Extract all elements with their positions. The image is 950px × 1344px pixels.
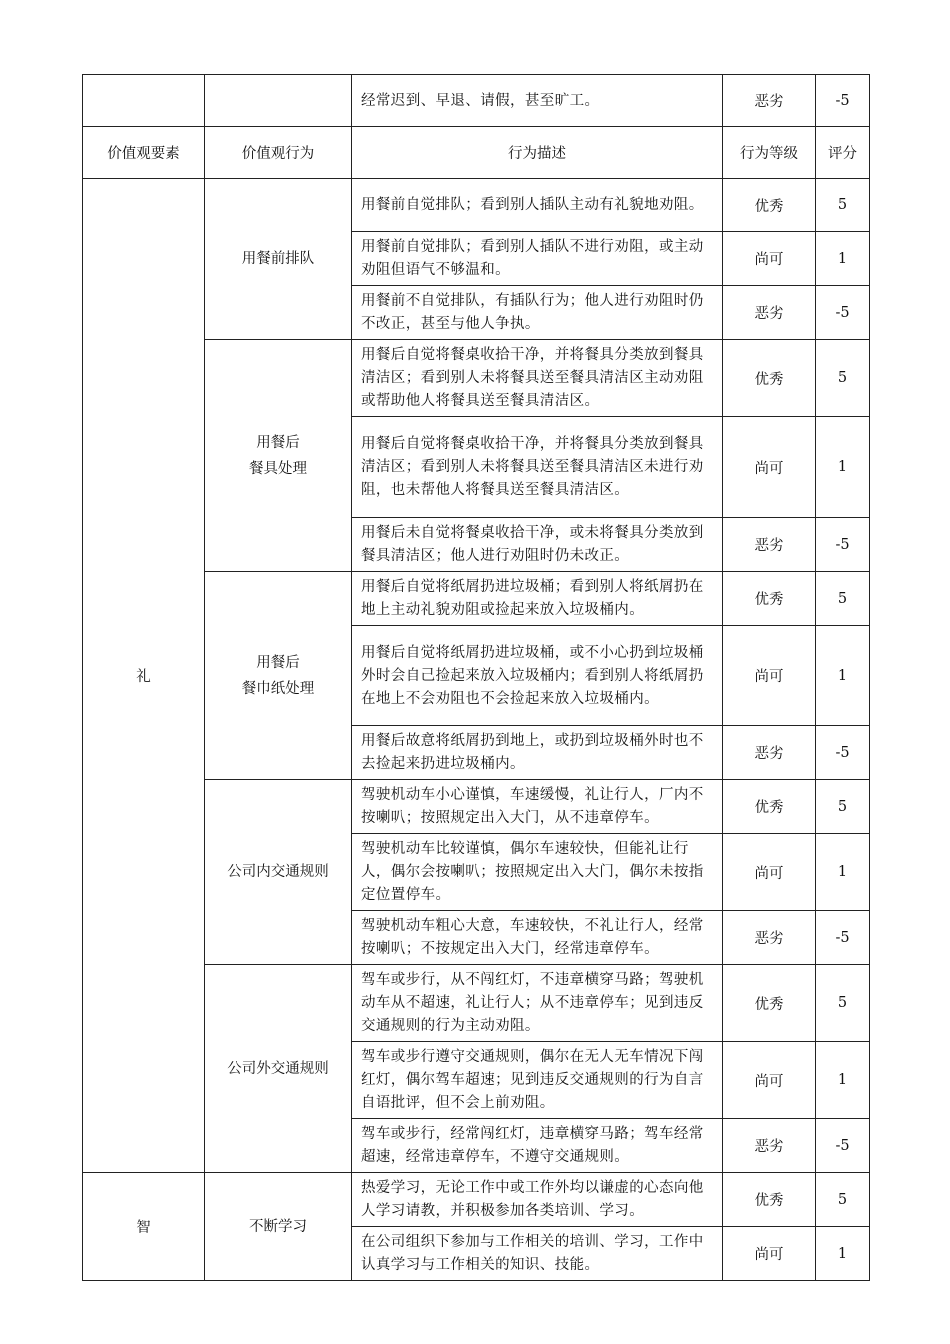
level-cell: 尚可 — [723, 834, 816, 911]
header-level: 行为等级 — [723, 127, 816, 179]
score-cell: -5 — [816, 518, 870, 572]
continuation-row — [83, 75, 870, 127]
level-cell: 优秀 — [723, 572, 816, 626]
description-cell: 用餐后自觉将餐桌收拾干净，并将餐具分类放到餐具清洁区；看到别人未将餐具送至餐具清洁区主动劝阻或帮助他人将餐具送至餐具清洁区。 — [352, 340, 723, 417]
description-cell: 驾驶机动车小心谨慎，车速缓慢，礼让行人，厂内不按喇叭；按照规定出入大门，从不违章停车。 — [352, 780, 723, 834]
level-cell: 恶劣 — [723, 726, 816, 780]
description-cell: 热爱学习，无论工作中或工作外均以谦虚的心态向他人学习请教，并积极参加各类培训、学习。 — [352, 1173, 723, 1227]
score-cell: -5 — [816, 1119, 870, 1173]
description-cell: 在公司组织下参加与工作相关的培训、学习，工作中认真学习与工作相关的知识、技能。 — [352, 1227, 723, 1281]
table-row — [83, 179, 870, 232]
level-cell: 恶劣 — [723, 1119, 816, 1173]
table-row — [83, 1173, 870, 1227]
score-cell: 1 — [816, 1042, 870, 1119]
score-cell: -5 — [816, 286, 870, 340]
value-element-zhi: 智 — [83, 1173, 205, 1281]
header-element: 价值观要素 — [83, 127, 205, 179]
behavior-queue: 用餐前排队 — [205, 179, 352, 340]
description-cell: 驾驶机动车粗心大意，车速较快，不礼让行人，经常按喇叭；不按规定出入大门，经常违章停车。 — [352, 911, 723, 965]
header-description: 行为描述 — [352, 127, 723, 179]
level-cell: 恶劣 — [723, 518, 816, 572]
level-cell: 恶劣 — [723, 911, 816, 965]
description-cell: 驾车或步行，从不闯红灯，不违章横穿马路；驾驶机动车从不超速，礼让行人；从不违章停车；见到违反交通规则的行为主动劝阻。 — [352, 965, 723, 1042]
level-cell: 优秀 — [723, 965, 816, 1042]
behavior-continuous-learning: 不断学习 — [205, 1173, 352, 1281]
description-cell: 用餐后自觉将餐桌收拾干净，并将餐具分类放到餐具清洁区；看到别人未将餐具送至餐具清洁区未进行劝阻，也未帮他人将餐具送至餐具清洁区。 — [352, 417, 723, 518]
level-cell: 尚可 — [723, 1042, 816, 1119]
level-cell: 优秀 — [723, 179, 816, 232]
value-evaluation-table — [82, 74, 870, 1281]
score-cell: 5 — [816, 965, 870, 1042]
level-cell: 尚可 — [723, 626, 816, 726]
score-cell: -5 — [816, 726, 870, 780]
description-cell: 用餐前不自觉排队，有插队行为；他人进行劝阻时仍不改正，甚至与他人争执。 — [352, 286, 723, 340]
description-cell: 用餐后自觉将纸屑扔进垃圾桶；看到别人将纸屑扔在地上主动礼貌劝阻或捡起来放入垃圾桶内。 — [352, 572, 723, 626]
level-cell: 尚可 — [723, 1227, 816, 1281]
value-element-li: 礼 — [83, 179, 205, 1173]
score-cell: 1 — [816, 232, 870, 286]
level-cell: 恶劣 — [723, 286, 816, 340]
behavior-external-traffic: 公司外交通规则 — [205, 965, 352, 1173]
score-cell: 1 — [816, 1227, 870, 1281]
score-cell: 5 — [816, 1173, 870, 1227]
description-cell: 用餐前自觉排队；看到别人插队不进行劝阻，或主动劝阻但语气不够温和。 — [352, 232, 723, 286]
description-cell: 用餐后故意将纸屑扔到地上，或扔到垃圾桶外时也不去捡起来扔进垃圾桶内。 — [352, 726, 723, 780]
score-cell: 5 — [816, 572, 870, 626]
description-cell: 用餐后未自觉将餐桌收拾干净，或未将餐具分类放到餐具清洁区；他人进行劝阻时仍未改正。 — [352, 518, 723, 572]
behavior-cell — [205, 75, 352, 127]
description-cell: 驾车或步行，经常闯红灯，违章横穿马路；驾车经常超速，经常违章停车，不遵守交通规则。 — [352, 1119, 723, 1173]
behavior-napkin: 用餐后 餐巾纸处理 — [205, 572, 352, 780]
level-cell: 尚可 — [723, 232, 816, 286]
level-cell: 优秀 — [723, 340, 816, 417]
score-cell: -5 — [816, 75, 870, 127]
description-cell: 经常迟到、早退、请假，甚至旷工。 — [352, 75, 723, 127]
level-cell: 优秀 — [723, 1173, 816, 1227]
description-cell: 驾驶机动车比较谨慎，偶尔车速较快，但能礼让行人，偶尔会按喇叭；按照规定出入大门，偶尔未按指定位置停车。 — [352, 834, 723, 911]
score-cell: 5 — [816, 780, 870, 834]
score-cell: 1 — [816, 834, 870, 911]
score-cell: -5 — [816, 911, 870, 965]
behavior-internal-traffic: 公司内交通规则 — [205, 780, 352, 965]
element-cell — [83, 75, 205, 127]
score-cell: 1 — [816, 626, 870, 726]
behavior-tableware: 用餐后 餐具处理 — [205, 340, 352, 572]
score-cell: 5 — [816, 179, 870, 232]
score-cell: 1 — [816, 417, 870, 518]
description-cell: 驾车或步行遵守交通规则，偶尔在无人无车情况下闯红灯，偶尔驾车超速；见到违反交通规则的行为自言自语批评，但不会上前劝阻。 — [352, 1042, 723, 1119]
description-cell: 用餐后自觉将纸屑扔进垃圾桶，或不小心扔到垃圾桶外时会自己捡起来放入垃圾桶内；看到别人将纸屑扔在地上不会劝阻也不会捡起来放入垃圾桶内。 — [352, 626, 723, 726]
level-cell: 优秀 — [723, 780, 816, 834]
description-cell: 用餐前自觉排队；看到别人插队主动有礼貌地劝阻。 — [352, 179, 723, 232]
level-cell: 恶劣 — [723, 75, 816, 127]
header-score: 评分 — [816, 127, 870, 179]
level-cell: 尚可 — [723, 417, 816, 518]
header-row — [83, 127, 870, 179]
header-behavior: 价值观行为 — [205, 127, 352, 179]
score-cell: 5 — [816, 340, 870, 417]
